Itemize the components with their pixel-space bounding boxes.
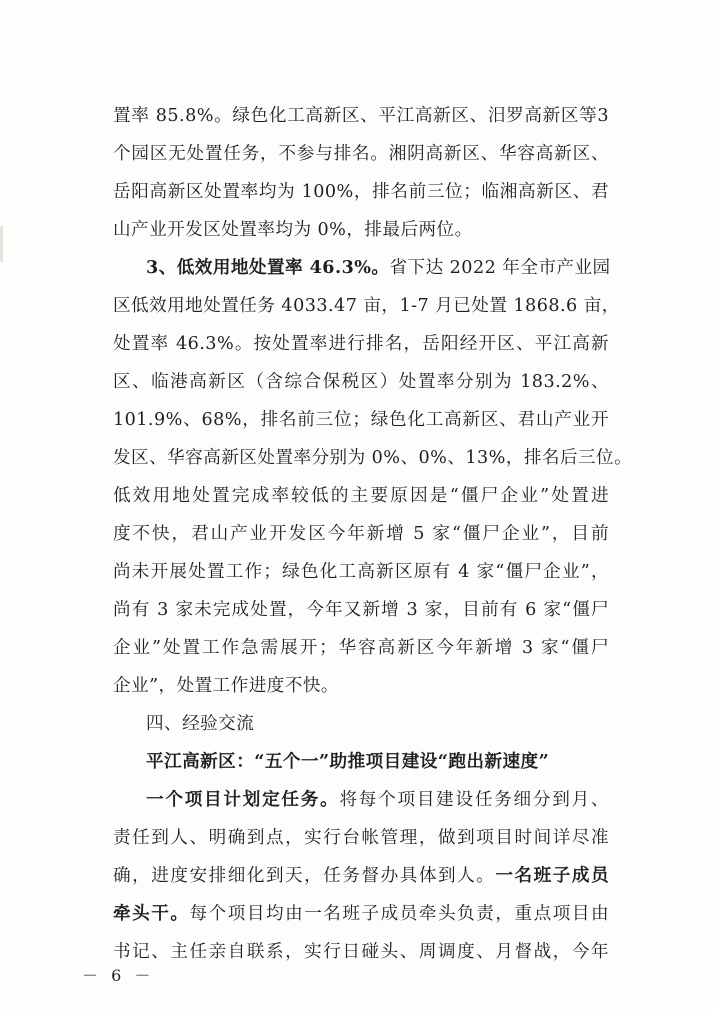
body-line-1: 置率 85.8%。绿色化工高新区、平江高新区、汨罗高新区等3: [113, 106, 609, 126]
body-line-6: 区低效用地处置任务 4033.47 亩，1-7 月已处置 1868.6 亩，: [113, 296, 620, 316]
section-4-heading: 四、经验交流: [146, 714, 255, 734]
body-line-22: 牵头干。每个项目均由一名班子成员牵头负责，重点项目由: [113, 903, 609, 924]
body-line-10: 发区、华容高新区处置率分别为 0%、0%、13%，排名后三位。: [113, 448, 633, 468]
body-line-23: 书记、主任亲自联系，实行日碰头、周调度、月督战，今年: [113, 942, 609, 962]
body-line-14: 尚有 3 家未完成处置，今年又新增 3 家，目前有 6 家“僵尸: [113, 600, 609, 620]
body-line-12: 度不快，君山产业开发区今年新增 5 家“僵尸企业”，目前: [113, 524, 609, 544]
inline-heading-1: 一个项目计划定任务。: [146, 789, 340, 810]
body-line-15: 企业”处置工作急需展开；华容高新区今年新增 3 家“僵尸: [113, 638, 609, 658]
body-line-2: 个园区无处置任务，不参与排名。湘阴高新区、华容高新区、: [113, 144, 609, 164]
body-line-4: 山产业开发区处置率均为 0%，排最后两位。: [113, 220, 473, 240]
body-line-9: 101.9%、68%，排名前三位；绿色化工高新区、君山产业开: [113, 410, 609, 430]
section-3-heading: 3、低效用地处置率 46.3%。: [146, 257, 390, 278]
scan-edge-mark: [0, 226, 3, 262]
body-line-11: 低效用地处置完成率较低的主要原因是“僵尸企业”处置进: [113, 486, 609, 506]
body-line-19: 一个项目计划定任务。将每个项目建设任务细分到月、: [146, 789, 609, 810]
subsection-heading: 平江高新区：“五个一”助推项目建设“跑出新速度”: [146, 751, 550, 772]
body-line-13: 尚未开展处置工作；绿色化工高新区原有 4 家“僵尸企业”，: [113, 562, 609, 582]
body-line-21: 确，进度安排细化到天，任务督办具体到人。一名班子成员: [113, 865, 609, 886]
body-line-20: 责任到人、明确到点，实行台帐管理，做到项目时间详尽准: [113, 828, 609, 848]
page-number: － 6 －: [82, 966, 155, 985]
body-line-3: 岳阳高新区处置率均为 100%，排名前三位；临湘高新区、君: [113, 182, 609, 202]
body-line-16: 企业”，处置工作进度不快。: [113, 676, 339, 696]
body-line-8: 区、临港高新区（含综合保税区）处置率分别为 183.2%、: [113, 372, 609, 392]
inline-heading-2: 一名班子成员: [495, 865, 609, 886]
inline-heading-2-end: 牵头干。: [113, 903, 190, 924]
section-3-heading-line: 3、低效用地处置率 46.3%。省下达 2022 年全市产业园: [146, 257, 611, 278]
body-line-7: 处置率 46.3%。按处置率进行排名，岳阳经开区、平江高新: [113, 334, 609, 354]
